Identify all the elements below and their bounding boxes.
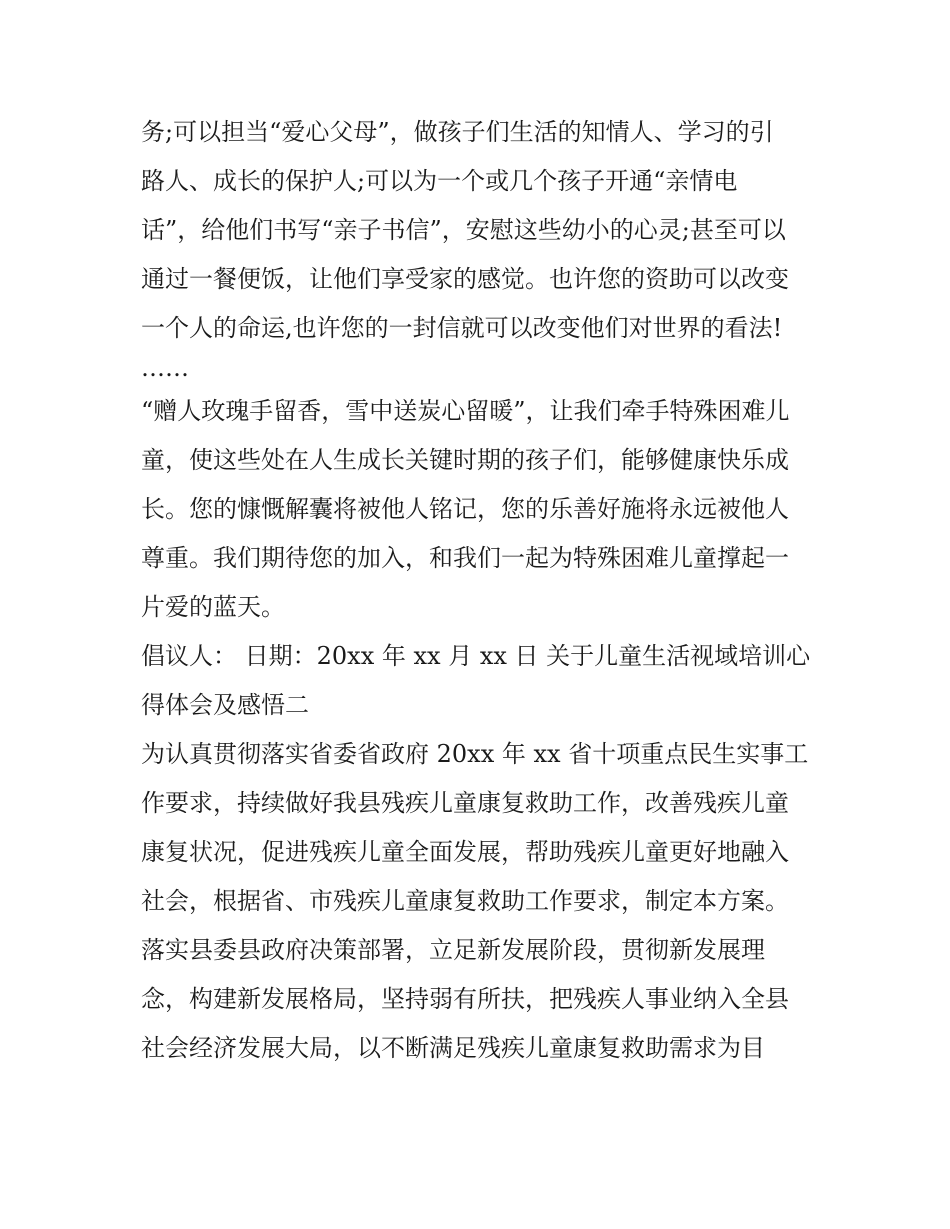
text-line: 尊重。我们期待您的加入，和我们一起为特殊困难儿童撑起一	[141, 544, 789, 572]
text-line: 童，使这些处在人生成长关键时期的孩子们，能够健康快乐成	[141, 446, 789, 474]
text-line: 一个人的命运,也许您的一封信就可以改变他们对世界的看法!	[141, 314, 783, 342]
text-line: 为认真贯彻落实省委省政府 20xx 年 xx 省十项重点民生实事工	[141, 740, 809, 768]
text-line: 倡议人： 日期：20xx 年 xx 月 xx 日 关于儿童生活视域培训心	[141, 642, 811, 670]
text-line: 念，构建新发展格局，坚持弱有所扶，把残疾人事业纳入全县	[141, 985, 789, 1013]
document-body	[141, 108, 821, 1073]
text-line: 社会经济发展大局，以不断满足残疾儿童康复救助需求为目	[141, 1034, 765, 1062]
text-line: “赠人玫瑰手留香，雪中送炭心留暖”，让我们牵手特殊困难儿	[141, 397, 790, 425]
text-line: 康复状况，促进残疾儿童全面发展，帮助残疾儿童更好地融入	[141, 838, 789, 866]
ellipsis-line: ……	[141, 354, 189, 382]
text-line: 落实县委县政府决策部署，立足新发展阶段，贯彻新发展理	[141, 936, 765, 964]
text-line: 路人、成长的保护人;可以为一个或几个孩子开通“亲情电	[141, 167, 738, 195]
text-line: 作要求，持续做好我县残疾儿童康复救助工作，改善残疾儿童	[141, 789, 789, 817]
text-line: 话”，给他们书写“亲子书信”，安慰这些幼小的心灵;甚至可以	[141, 216, 786, 244]
text-line: 长。您的慷慨解囊将被他人铭记，您的乐善好施将永远被他人	[141, 495, 789, 523]
text-line: 社会，根据省、市残疾儿童康复救助工作要求，制定本方案。	[141, 887, 789, 915]
text-line: 得体会及感悟二	[141, 691, 309, 719]
text-line: 片爱的蓝天。	[141, 593, 285, 621]
text-line: 务;可以担当“爱心父母”，做孩子们生活的知情人、学习的引	[141, 118, 774, 146]
text-line: 通过一餐便饭，让他们享受家的感觉。也许您的资助可以改变	[141, 265, 789, 293]
